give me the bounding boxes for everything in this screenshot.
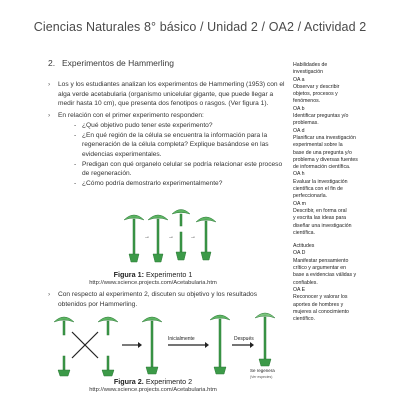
figure2-title: Experimento 2 xyxy=(145,377,193,386)
figure1-title: Experimento 1 xyxy=(146,270,193,279)
alga-icon xyxy=(196,217,216,260)
alga-icon xyxy=(98,317,118,335)
bullet-arrow-icon: › xyxy=(48,81,51,88)
paragraph-intro xyxy=(48,80,286,109)
figure2-arrows xyxy=(72,332,250,358)
figure2-label-species: (Ver especies) xyxy=(250,375,273,379)
figure2-caption xyxy=(48,377,258,393)
figure2-label-after: Después xyxy=(234,336,254,342)
figure2-illustration xyxy=(50,312,290,382)
question-item: - ¿En qué región de la célula se encuentra la información para la regeneración de la célula completa? Explique basándose en las evidencias experimentales. xyxy=(74,131,286,160)
alga-icon xyxy=(58,356,70,376)
figure1-arrows xyxy=(144,234,196,240)
paragraph-questions-text: En relación con el primer experimento responden: xyxy=(58,112,204,120)
activity-content xyxy=(48,58,286,189)
paragraph-experiment2-text: Con respecto al experimento 2, discuten su objetivo y los resultados obtenidos por Hammerling. xyxy=(58,291,258,308)
figure2-label-regenerates: Se regenera xyxy=(250,368,275,373)
svg-text:→: → xyxy=(144,234,150,240)
question-list xyxy=(48,121,286,189)
section-number: 2. xyxy=(48,58,56,68)
figure2-label-initially: Inicialmente xyxy=(168,336,195,342)
figure2-url: http://www.science.projects.com/Acetabularia.htm xyxy=(89,387,217,393)
paragraph-experiment2 xyxy=(48,290,286,309)
figure1-url: http://www.science.projects.com/Acetabularia.htm xyxy=(89,280,217,286)
figure1-label: Figura 1: xyxy=(113,270,144,279)
alga-icon xyxy=(124,215,144,262)
question-item: - ¿Cómo podría demostrarlo experimentalmente? xyxy=(74,179,286,189)
sidebar-attitudes: Actitudes OA D Manifestar pensamiento crítico y argumentar en base a evidencias válidas y confiables. OA E Reconocer y valorar los aportes de hombres y mujeres al conocimiento científico. xyxy=(293,243,357,323)
section-title xyxy=(48,58,286,68)
page-header: Ciencias Naturales 8° básico / Unidad 2 / OA2 / Actividad 2 xyxy=(33,20,367,34)
paragraph-questions-intro xyxy=(48,111,286,121)
alga-icon xyxy=(142,317,162,374)
alga-icon xyxy=(54,317,74,335)
question-item: - ¿Qué objetivo pudo tener este experimento? xyxy=(74,121,286,131)
paragraph-intro-text: Los y los estudiantes analizan los experimentos de Hammerling (1953) con el alga verde acetabularia (organismo unicelular gigante, que puede llegar a medir hasta 10 cm), que presenta dos fenotipos o rasgos. (Ver figura 1). xyxy=(58,81,285,108)
question-item: - Predigan con qué organelo celular se podría relacionar este proceso de regeneración. xyxy=(74,160,286,179)
figure1-caption xyxy=(48,270,258,286)
bullet-arrow-icon: › xyxy=(48,291,51,298)
section-title-text: Experimentos de Hammerling xyxy=(62,58,174,68)
experiment2-content xyxy=(48,290,286,309)
svg-text:→: → xyxy=(168,234,174,240)
alga-cut-icon xyxy=(172,210,190,261)
alga-icon xyxy=(210,315,230,374)
alga-icon xyxy=(102,356,114,376)
figure1-illustration xyxy=(120,206,230,266)
alga-icon xyxy=(148,215,168,262)
sidebar-research-skills: Habilidades de investigación OA a Observar y describir objetos, procesos y fenómenos. OA b Identificar preguntas y/o problemas. OA d Planificar una investigación experimental sobre la base de una pregunta y/o problema y diversas fuentes de información científica. OA h Evaluar la investigación científica con el fin de perfeccionarla. OA m Describir, en forma oral y escrita las ideas para diseñar una investigación científica. xyxy=(293,62,358,236)
sidebar-skills xyxy=(293,62,388,323)
svg-text:→: → xyxy=(190,234,196,240)
alga-icon xyxy=(255,313,275,366)
bullet-arrow-icon: › xyxy=(48,112,51,120)
figure2-label: Figura 2. xyxy=(113,377,144,386)
